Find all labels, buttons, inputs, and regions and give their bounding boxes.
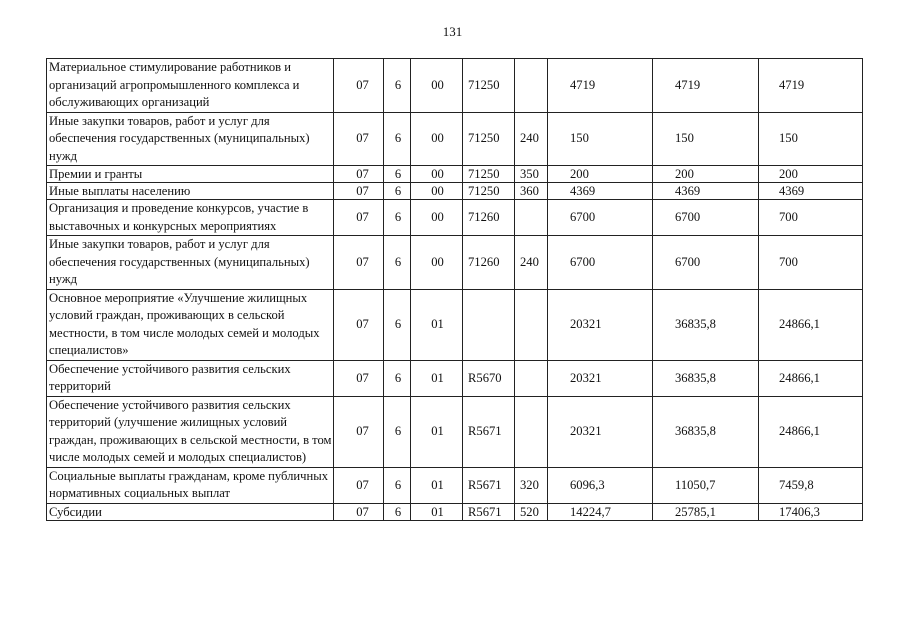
program-code: 6 [384, 166, 411, 183]
direction-code: R5671 [463, 503, 515, 520]
program-code: 6 [384, 396, 411, 467]
amount-2: 36835,8 [653, 360, 759, 396]
table-row [47, 467, 863, 503]
section-code: 07 [334, 200, 384, 236]
expense-type-code [515, 59, 548, 113]
section-code: 07 [334, 467, 384, 503]
program-code: 6 [384, 183, 411, 200]
amount-3: 200 [759, 166, 863, 183]
subprogram-code: 00 [411, 236, 463, 290]
expense-type-code: 240 [515, 112, 548, 166]
section-code: 07 [334, 396, 384, 467]
direction-code: 71260 [463, 200, 515, 236]
subprogram-code: 00 [411, 59, 463, 113]
amount-3: 150 [759, 112, 863, 166]
amount-1: 150 [548, 112, 653, 166]
section-code: 07 [334, 112, 384, 166]
table-row [47, 396, 863, 467]
direction-code: R5671 [463, 396, 515, 467]
direction-code: R5671 [463, 467, 515, 503]
table-row [47, 289, 863, 360]
program-code: 6 [384, 112, 411, 166]
amount-2: 4369 [653, 183, 759, 200]
subprogram-code: 01 [411, 289, 463, 360]
direction-code: 71250 [463, 183, 515, 200]
table-row [47, 236, 863, 290]
expense-type-code: 520 [515, 503, 548, 520]
amount-2: 200 [653, 166, 759, 183]
subprogram-code: 01 [411, 467, 463, 503]
direction-code: R5670 [463, 360, 515, 396]
direction-code: 71250 [463, 59, 515, 113]
table-row [47, 59, 863, 113]
amount-1: 6700 [548, 200, 653, 236]
program-code: 6 [384, 467, 411, 503]
table-row [47, 503, 863, 520]
section-code: 07 [334, 360, 384, 396]
amount-3: 24866,1 [759, 396, 863, 467]
subprogram-code: 00 [411, 112, 463, 166]
expense-type-code [515, 396, 548, 467]
amount-2: 25785,1 [653, 503, 759, 520]
amount-3: 7459,8 [759, 467, 863, 503]
program-code: 6 [384, 503, 411, 520]
program-code: 6 [384, 59, 411, 113]
budget-table [46, 58, 863, 521]
program-code: 6 [384, 200, 411, 236]
expense-type-code [515, 360, 548, 396]
subprogram-code: 01 [411, 396, 463, 467]
amount-3: 4719 [759, 59, 863, 113]
amount-1: 4369 [548, 183, 653, 200]
subprogram-code: 00 [411, 200, 463, 236]
amount-2: 150 [653, 112, 759, 166]
row-name: Субсидии [47, 503, 334, 520]
direction-code: 71260 [463, 236, 515, 290]
section-code: 07 [334, 59, 384, 113]
amount-1: 14224,7 [548, 503, 653, 520]
expense-type-code: 240 [515, 236, 548, 290]
section-code: 07 [334, 236, 384, 290]
page-number: 131 [442, 24, 463, 39]
subprogram-code: 00 [411, 183, 463, 200]
row-name: Организация и проведение конкурсов, участие в выставочных и конкурсных мероприятиях [47, 200, 334, 236]
amount-1: 20321 [548, 396, 653, 467]
expense-type-code [515, 200, 548, 236]
row-name: Иные закупки товаров, работ и услуг для обеспечения государственных (муниципальных) нужд [47, 112, 334, 166]
amount-3: 4369 [759, 183, 863, 200]
section-code: 07 [334, 183, 384, 200]
amount-2: 6700 [653, 200, 759, 236]
amount-3: 24866,1 [759, 360, 863, 396]
amount-2: 36835,8 [653, 289, 759, 360]
section-code: 07 [334, 289, 384, 360]
row-name: Социальные выплаты гражданам, кроме публичных нормативных социальных выплат [47, 467, 334, 503]
section-code: 07 [334, 166, 384, 183]
row-name: Иные закупки товаров, работ и услуг для обеспечения государственных (муниципальных) нужд [47, 236, 334, 290]
expense-type-code: 350 [515, 166, 548, 183]
row-name: Материальное стимулирование работников и организаций агропромышленного комплекса и обслуживающих организаций [47, 59, 334, 113]
expense-type-code: 320 [515, 467, 548, 503]
amount-3: 24866,1 [759, 289, 863, 360]
amount-3: 700 [759, 200, 863, 236]
subprogram-code: 01 [411, 360, 463, 396]
table-row [47, 112, 863, 166]
program-code: 6 [384, 360, 411, 396]
subprogram-code: 00 [411, 166, 463, 183]
expense-type-code [515, 289, 548, 360]
row-name: Премии и гранты [47, 166, 334, 183]
amount-3: 700 [759, 236, 863, 290]
program-code: 6 [384, 289, 411, 360]
amount-3: 17406,3 [759, 503, 863, 520]
direction-code [463, 289, 515, 360]
row-name: Основное мероприятие «Улучшение жилищных условий граждан, проживающих в сельской местности, в том числе молодых семей и молодых специалистов» [47, 289, 334, 360]
direction-code: 71250 [463, 166, 515, 183]
direction-code: 71250 [463, 112, 515, 166]
row-name: Обеспечение устойчивого развития сельских территорий [47, 360, 334, 396]
table-row [47, 360, 863, 396]
expense-type-code: 360 [515, 183, 548, 200]
section-code: 07 [334, 503, 384, 520]
table-row [47, 166, 863, 183]
amount-1: 20321 [548, 289, 653, 360]
amount-1: 20321 [548, 360, 653, 396]
amount-1: 200 [548, 166, 653, 183]
row-name: Иные выплаты населению [47, 183, 334, 200]
amount-2: 6700 [653, 236, 759, 290]
table-row [47, 183, 863, 200]
amount-2: 36835,8 [653, 396, 759, 467]
amount-1: 6096,3 [548, 467, 653, 503]
amount-1: 6700 [548, 236, 653, 290]
subprogram-code: 01 [411, 503, 463, 520]
row-name: Обеспечение устойчивого развития сельских территорий (улучшение жилищных условий граждан, проживающих в сельской местности, в том числе молодых семей и молодых специалистов) [47, 396, 334, 467]
table-row [47, 200, 863, 236]
program-code: 6 [384, 236, 411, 290]
amount-2: 4719 [653, 59, 759, 113]
amount-1: 4719 [548, 59, 653, 113]
amount-2: 11050,7 [653, 467, 759, 503]
